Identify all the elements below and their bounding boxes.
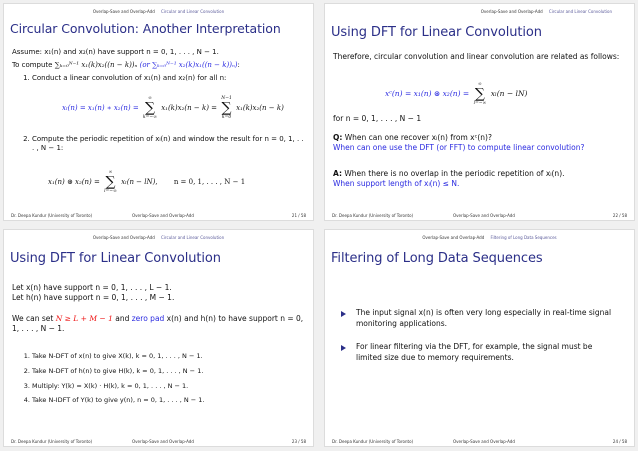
- slide-header: [325, 9, 634, 17]
- header-section: Overlap-Save and Overlap-Add: [422, 235, 485, 240]
- q-blue: When can one use the DFT (or FFT) to compute linear convolution?: [333, 143, 585, 153]
- compute-alt-sum: (or ∑ₖ₌₀ᴺ⁻¹ x₂(k)x₁((n − k))ₙ): [139, 61, 238, 70]
- bullet-block: [337, 308, 620, 376]
- set-and: and: [112, 314, 132, 323]
- bullet-item: [337, 342, 620, 364]
- slide-footer: [325, 438, 634, 446]
- page-number: 21 / 58: [291, 213, 306, 218]
- set-prefix: We can set: [12, 314, 56, 323]
- eq1-left: xₗ(n) = x₁(n) ∗ x₂(n) =: [62, 104, 139, 112]
- header-subsection: Circular and Linear Convolution: [161, 235, 225, 240]
- page-number: 24 / 58: [612, 439, 627, 444]
- footer-author: Dr. Deepa Kundur (University of Toronto): [332, 213, 414, 218]
- compute-line: [12, 61, 305, 70]
- sum-upper-limit: ∞: [478, 82, 482, 87]
- slide-header: [4, 235, 313, 243]
- q-label: Q:: [333, 133, 343, 142]
- procedure-steps: [12, 352, 305, 405]
- footer-author: Dr. Deepa Kundur (University of Toronto): [11, 439, 93, 444]
- range-text: for n = 0, 1, . . . , N − 1: [333, 114, 422, 123]
- header-subsection: Circular and Linear Convolution: [548, 9, 612, 14]
- q-text: When can one recover xₗ(n) from xᶜ(n)?: [342, 133, 492, 142]
- support-lines: [12, 283, 305, 303]
- zero-pad-text: [12, 314, 305, 334]
- slide-footer: [4, 212, 313, 220]
- page-number: 23 / 58: [291, 439, 306, 444]
- assume-line: Assume: x₁(n) and x₂(n) have support n = 0, 1, . . . , N − 1.: [12, 48, 219, 56]
- answer-block: [333, 169, 626, 189]
- bullet-list: [337, 308, 620, 364]
- footer-title: Overlap-Save and Overlap-Add: [132, 439, 194, 444]
- slide-21: [4, 4, 313, 220]
- set-suffix: x(n) and h(n) to have support n = 0, 1, . . . , N − 1.: [12, 314, 304, 334]
- slide-title: Using DFT for Linear Convolution: [331, 25, 542, 40]
- page-number: 22 / 58: [612, 213, 627, 218]
- compute-suffix: :: [237, 61, 240, 70]
- zero-pad-label: zero pad: [131, 314, 165, 323]
- slide-header: [4, 9, 313, 17]
- procedure-step-4: 4. Take N-IDFT of Y(k) to give y(n), n = 0, 1, . . . , N − 1.: [32, 396, 305, 405]
- sum-lower-limit: k=−∞: [142, 115, 157, 120]
- eq1-mid: x₁(k)x₂(n − k) =: [161, 104, 218, 112]
- sum-lower-limit: k=0: [221, 115, 232, 120]
- sum-lower-limit: l=−∞: [104, 189, 117, 194]
- sum-symbol: ∞ ∑ k=−∞: [142, 96, 157, 120]
- procedure-step-1: 1. Take N-DFT of x(n) to give X(k), k = 0, 1, . . . , N − 1.: [32, 352, 305, 361]
- eq1-right: x₁(k)x₂(n − k): [236, 104, 284, 112]
- slide-22: [325, 4, 634, 220]
- slide-footer: [4, 438, 313, 446]
- support-x: Let x(n) have support n = 0, 1, . . . , L − 1.: [12, 283, 172, 292]
- sum-symbol: N−1 ∑ k=0: [221, 96, 232, 120]
- sum-upper-limit: N−1: [221, 96, 232, 101]
- a-text: When there is no overlap in the periodic repetition of xₗ(n).: [341, 169, 565, 178]
- sum-symbol: ∞ ∑ l=−∞: [104, 170, 117, 194]
- eq2-range: n = 0, 1, . . . , N − 1: [173, 178, 246, 186]
- step-list-2: [12, 135, 305, 154]
- header-subsection: Circular and Linear Convolution: [161, 9, 225, 14]
- slide-title: Circular Convolution: Another Interpretation: [10, 21, 281, 36]
- procedure-step-2: 2. Take N-DFT of h(n) to give H(k), k = 0, 1, . . . , N − 1.: [32, 367, 305, 376]
- a-blue: When support length of xₗ(n) ≤ N.: [333, 179, 460, 189]
- step-2: 2. Compute the periodic repetition of xₗ(n) and window the result for n = 0, 1, . . . , N − 1:: [32, 135, 305, 154]
- circular-conv-equation: [48, 170, 245, 194]
- slide-footer: [325, 212, 634, 220]
- compute-prefix: To compute: [12, 61, 55, 70]
- header-section: Overlap-Save and Overlap-Add: [92, 9, 155, 14]
- triangle-bullet-icon: [341, 311, 346, 317]
- sum-symbol: ∞ ∑ l=−∞: [473, 82, 487, 106]
- slide-body: [12, 48, 305, 89]
- intro-text: Therefore, circular convolution and linear convolution are related as follows:: [333, 52, 620, 61]
- slide-24: [325, 230, 634, 446]
- footer-title: Overlap-Save and Overlap-Add: [453, 439, 515, 444]
- slide-header: [325, 235, 634, 243]
- sum-upper-limit: ∞: [108, 170, 113, 175]
- bullet-text: The input signal x(n) is often very long especially in real-time signal monitoring applications.: [356, 308, 612, 328]
- header-subsection: Filtering of Long Data Sequences: [490, 235, 557, 240]
- sum-upper-limit: ∞: [148, 96, 152, 101]
- footer-title: Overlap-Save and Overlap-Add: [453, 213, 515, 218]
- set-condition: N ≥ L + M − 1: [55, 314, 113, 323]
- eq-term: xₗ(n − lN): [490, 89, 528, 98]
- eq-left: xᶜ(n) = x₁(n) ⊛ x₂(n) =: [385, 89, 470, 98]
- sum-lower-limit: l=−∞: [473, 101, 487, 106]
- step-list: [12, 74, 305, 83]
- relation-equation: [385, 82, 527, 106]
- triangle-bullet-icon: [341, 345, 346, 351]
- linear-conv-equation: [62, 96, 284, 120]
- support-h: Let h(n) have support n = 0, 1, . . . , M − 1.: [12, 293, 175, 303]
- footer-title: Overlap-Save and Overlap-Add: [132, 213, 194, 218]
- eq2-term: xₗ(n − lN),: [121, 178, 158, 186]
- question-block: [333, 133, 626, 153]
- compute-sum: ∑ₖ₌₀ᴺ⁻¹ x₁(k)x₂((n − k))ₙ: [54, 61, 138, 70]
- step-2-block: [12, 135, 305, 160]
- footer-author: Dr. Deepa Kundur (University of Toronto): [11, 213, 93, 218]
- slide-title: Filtering of Long Data Sequences: [331, 251, 543, 266]
- bullet-item: [337, 308, 620, 330]
- eq2-left: x₁(n) ⊛ x₂(n) =: [48, 178, 100, 186]
- procedure-step-3: 3. Multiply: Y(k) = X(k) · H(k), k = 0, 1, . . . , N − 1.: [32, 382, 305, 391]
- footer-author: Dr. Deepa Kundur (University of Toronto): [332, 439, 414, 444]
- header-section: Overlap-Save and Overlap-Add: [92, 235, 155, 240]
- procedure: [12, 352, 305, 411]
- a-label: A:: [333, 169, 342, 178]
- slide-title: Using DFT for Linear Convolution: [10, 251, 221, 266]
- step-1: 1. Conduct a linear convolution of x₁(n) and x₂(n) for all n:: [32, 74, 305, 83]
- slide-23: [4, 230, 313, 446]
- bullet-text: For linear filtering via the DFT, for example, the signal must be limited size due to memory requirements.: [356, 341, 593, 362]
- header-section: Overlap-Save and Overlap-Add: [480, 9, 543, 14]
